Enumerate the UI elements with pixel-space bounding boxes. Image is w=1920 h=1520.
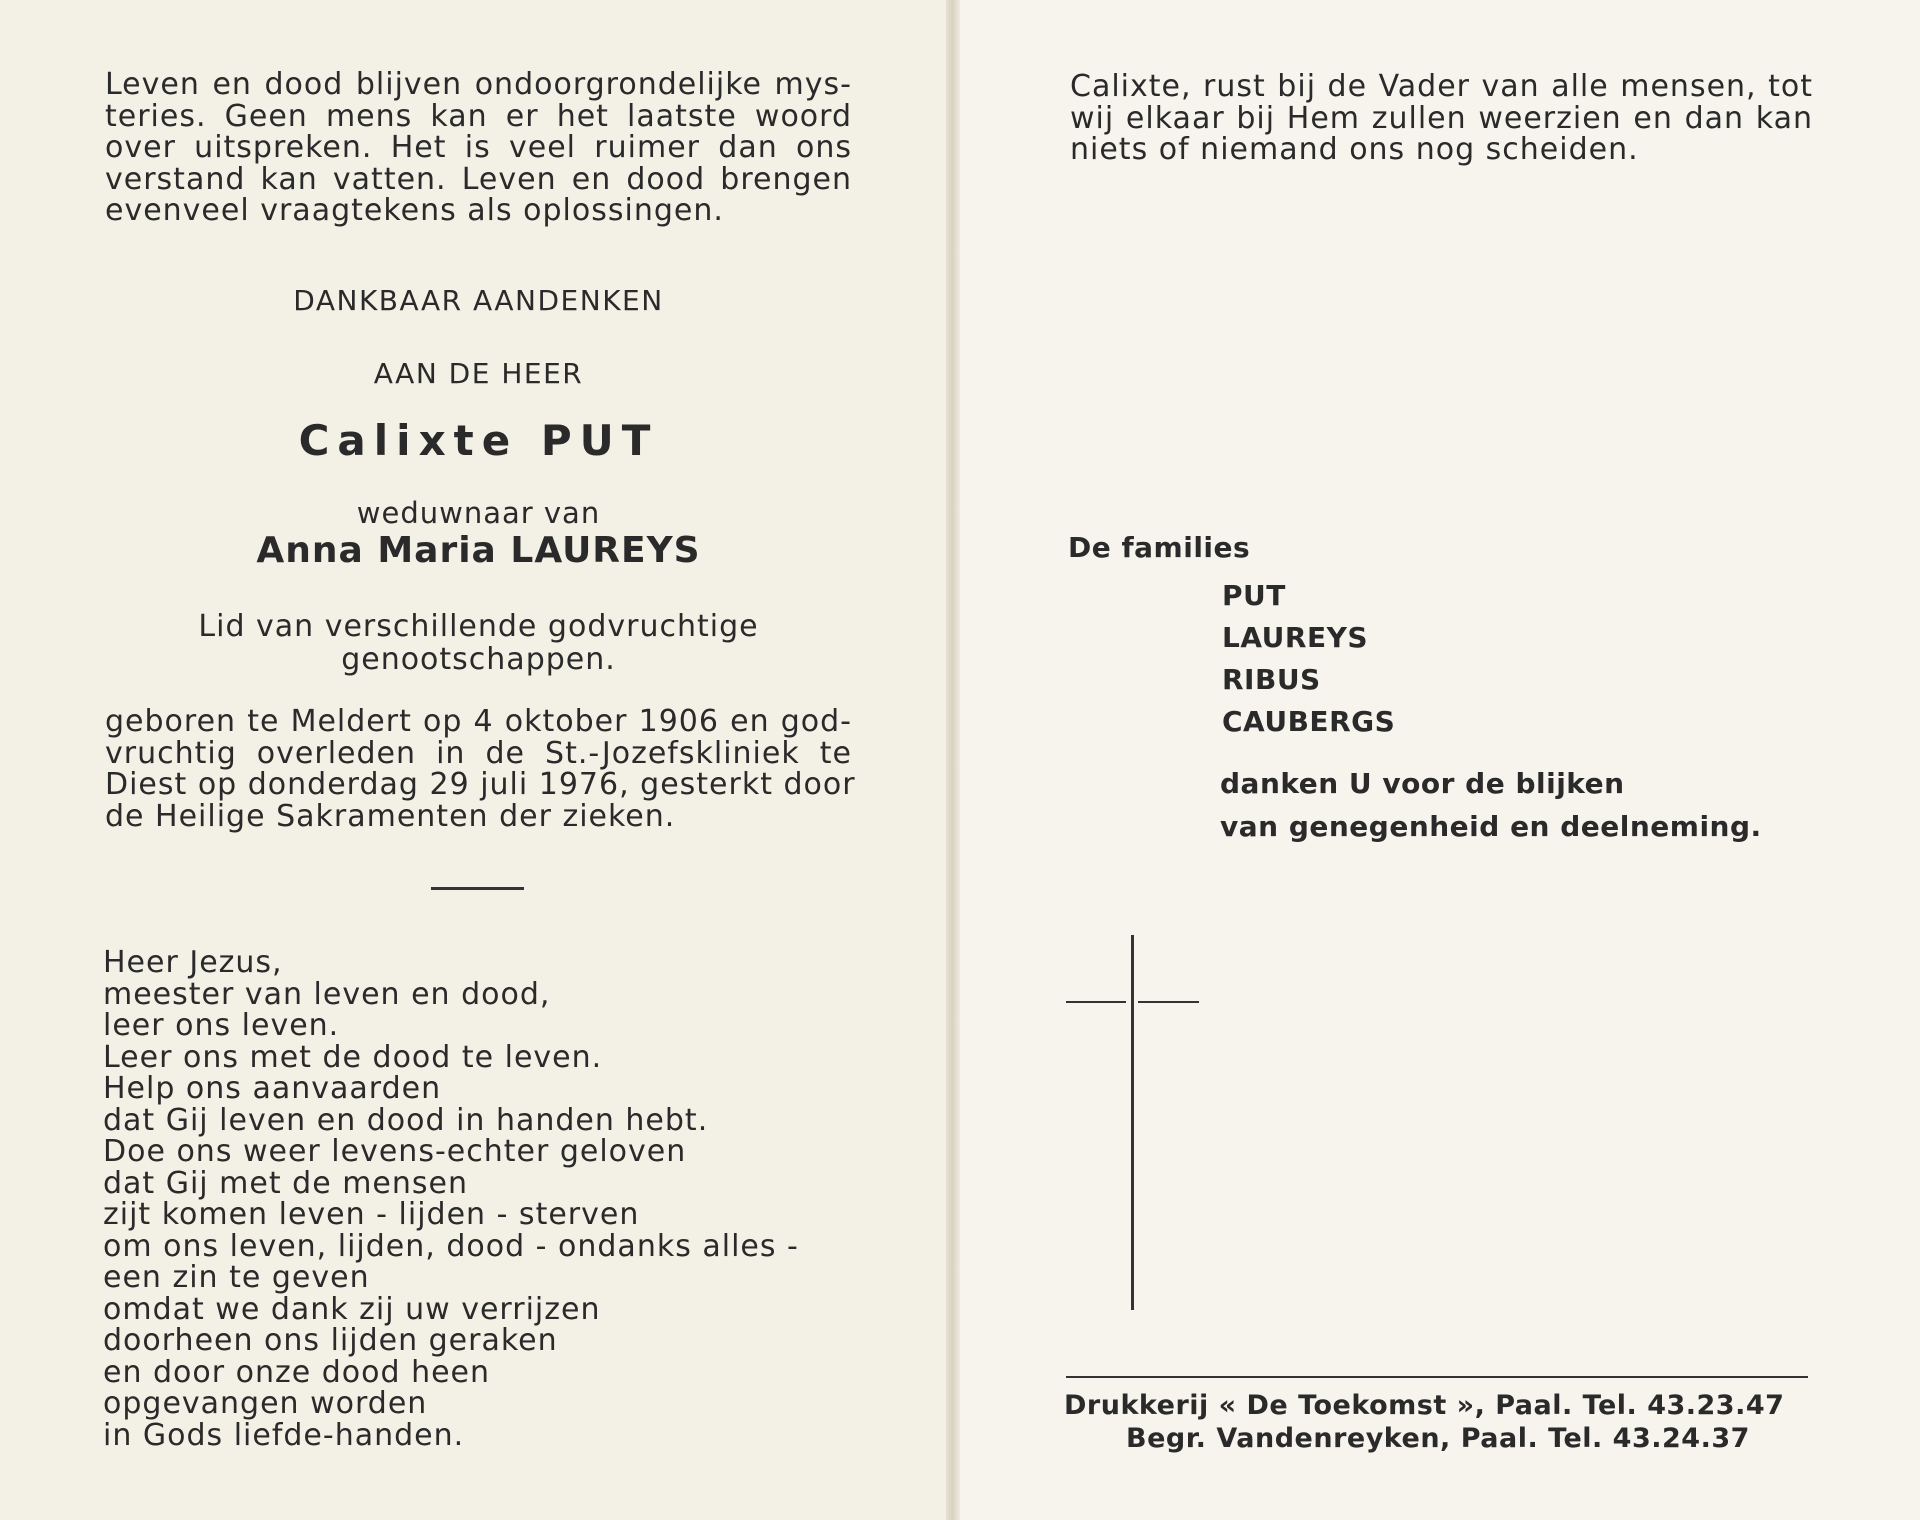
prayer-line: Heer Jezus, (103, 945, 283, 980)
spouse-name: Anna Maria LAUREYS (256, 530, 701, 571)
prayer-line: doorheen ons lijden geraken (103, 1323, 558, 1358)
bio-line: Diest op donderdag 29 juli 1976, gesterkt door (105, 767, 856, 802)
prayer-line: leer ons leven. (103, 1008, 340, 1043)
thanks-text (1220, 762, 1820, 848)
membership-line: Lid van verschillende godvruchtige (198, 609, 759, 644)
undertaker-line: Begr. Vandenreyken, Paal. Tel. 43.24.37 (1126, 1423, 1750, 1454)
prayer-line: in Gods liefde-handen. (103, 1417, 465, 1453)
family-name: CAUBERGS (1222, 705, 1396, 738)
prayer-line: om ons leven, lijden, dood - ondanks alles - (103, 1228, 799, 1264)
thanks-line: van genegenheid en deelneming. (1220, 810, 1762, 843)
family-name: PUT (1222, 579, 1286, 612)
prayer-line: Help ons aanvaarden (103, 1071, 442, 1106)
card-fold (946, 0, 960, 1520)
families-list (1222, 575, 1622, 743)
intro-paragraph (105, 69, 852, 227)
cross-icon (1131, 935, 1134, 1310)
footer-rule (1066, 1376, 1808, 1378)
biography-paragraph (105, 704, 856, 834)
membership-text (105, 610, 852, 676)
relation-text: weduwnaar van (356, 496, 601, 530)
membership-line: genootschappen. (341, 642, 616, 677)
thanks-line: danken U voor de blijken (1220, 767, 1625, 800)
prayer-text (103, 947, 863, 1451)
prayer-line: meester van leven en dood, (103, 976, 551, 1012)
intro-line: evenveel vraagtekens als oplossingen. (105, 193, 724, 228)
prayer-line: opgevangen worden (103, 1386, 428, 1421)
rest-line: niets of niemand ons nog scheiden. (1070, 132, 1639, 167)
intro-line: teries. Geen mens kan er het laatste woord (105, 98, 852, 134)
bio-line: vruchtig overleden in de St.-Jozefskliniek te (105, 735, 852, 771)
prayer-line: Leer ons met de dood te leven. (103, 1039, 603, 1075)
prayer-line: een zin te geven (103, 1260, 370, 1295)
rest-line: wij elkaar bij Hem zullen weerzien en dan kan (1070, 100, 1813, 136)
cross-arm-right (1138, 1001, 1199, 1003)
prayer-line: dat Gij met de mensen (103, 1165, 468, 1201)
intro-line: Leven en dood blijven ondoorgrondelijke mys- (105, 67, 852, 102)
prayer-line: zijt komen leven - lijden - sterven (103, 1197, 640, 1232)
prayer-line: Doe ons weer levens-echter geloven (103, 1134, 687, 1169)
family-name: LAUREYS (1222, 621, 1369, 654)
intro-line: verstand kan vatten. Leven en dood brengen (105, 161, 852, 197)
bio-line: geboren te Meldert op 4 oktober 1906 en god- (105, 704, 852, 739)
prayer-line: dat Gij leven en dood in handen hebt. (103, 1102, 709, 1138)
prayer-line: omdat we dank zij uw verrijzen (103, 1291, 601, 1327)
heading-aan-de-heer: AAN DE HEER (373, 357, 584, 390)
family-name: RIBUS (1222, 663, 1321, 696)
section-divider (431, 887, 524, 890)
rest-line: Calixte, rust bij de Vader van alle mensen, tot (1070, 69, 1813, 104)
prayer-line: en door onze dood heen (103, 1354, 491, 1390)
printer-line: Drukkerij « De Toekomst », Paal. Tel. 43.23.47 (1064, 1390, 1785, 1421)
intro-line: over uitspreken. Het is veel ruimer dan ons (105, 130, 852, 165)
heading-dankbaar: DANKBAAR AANDENKEN (293, 284, 664, 317)
deceased-name: Calixte PUT (298, 416, 659, 465)
bio-line: de Heilige Sakramenten der zieken. (105, 798, 676, 834)
families-label: De families (1068, 531, 1251, 564)
right-page (955, 0, 1920, 1520)
cross-arm-left (1066, 1001, 1126, 1003)
rest-paragraph (1070, 71, 1813, 166)
